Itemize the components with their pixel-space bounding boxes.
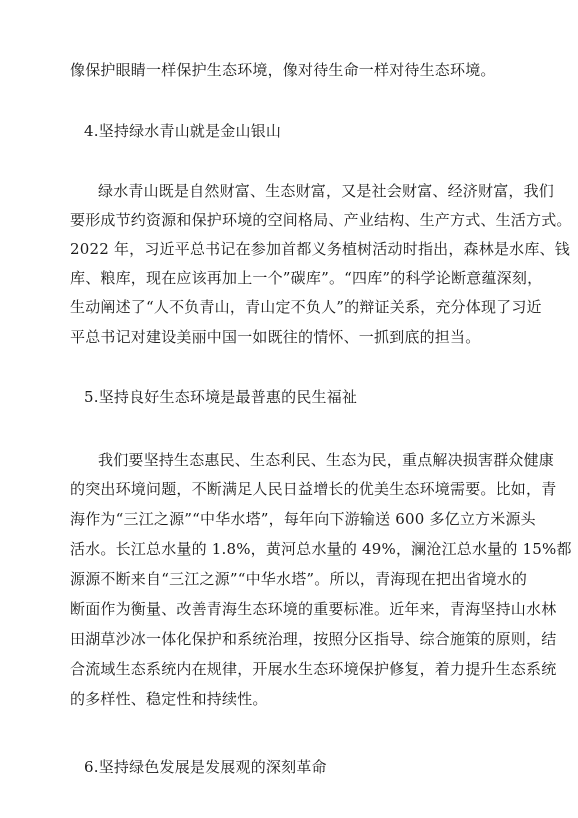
paragraph-line: 要形成节约资源和保护环境的空间格局、产业结构、生产方式、生活方式。 [70,211,572,229]
paragraph-line: 我们要坚持生态惠民、生态利民、生态为民，重点解决损害群众健康 [98,451,555,469]
paragraph-line: 生动阐述了“人不负青山，青山定不负人”的辩证关系，充分体现了习近 [70,298,542,316]
paragraph-line: 2022 年，习近平总书记在参加首都义务植树活动时指出，森林是水库、钱 [70,240,570,258]
paragraph-line: 源源不断来自“三江之源”“中华水塔”。所以，青海现在把出省境水的 [70,570,528,588]
paragraph-line: 库、粮库，现在应该再加上一个”碳库”。“四库”的科学论断意蕴深刻， [70,269,543,287]
section-heading-5: 5.坚持良好生态环境是最普惠的民生福祉 [84,388,358,406]
section-heading-6: 6.坚持绿色发展是发展观的深刻革命 [84,758,327,776]
paragraph-line: 的多样性、稳定性和持续性。 [70,690,268,708]
paragraph-line: 绿水青山既是自然财富、生态财富，又是社会财富、经济财富，我们 [98,182,555,200]
paragraph-line: 断面作为衡量、改善青海生态环境的重要标准。近年来，青海坚持山水林 [70,600,557,618]
lead-paragraph-line: 像保护眼睛一样保护生态环境，像对待生命一样对待生态环境。 [70,61,496,79]
paragraph-line: 田湖草沙冰一体化保护和系统治理，按照分区指导、综合施策的原则，结 [70,630,557,648]
paragraph-line: 合流域生态系统内在规律，开展水生态环境保护修复，着力提升生态系统 [70,660,557,678]
paragraph-line: 的突出环境问题，不断满足人民日益增长的优美生态环境需要。比如，青 [70,480,557,498]
paragraph-line: 海作为“三江之源”“中华水塔”，每年向下游输送 600 多亿立方米源头 [70,510,536,528]
paragraph-line: 平总书记对建设美丽中国一如既往的情怀、一抓到底的担当。 [70,328,481,346]
section-heading-4: 4.坚持绿水青山就是金山银山 [84,122,282,140]
paragraph-line: 活水。长江总水量的 1.8%，黄河总水量的 49%，澜沧江总水量的 15%都 [70,540,572,558]
